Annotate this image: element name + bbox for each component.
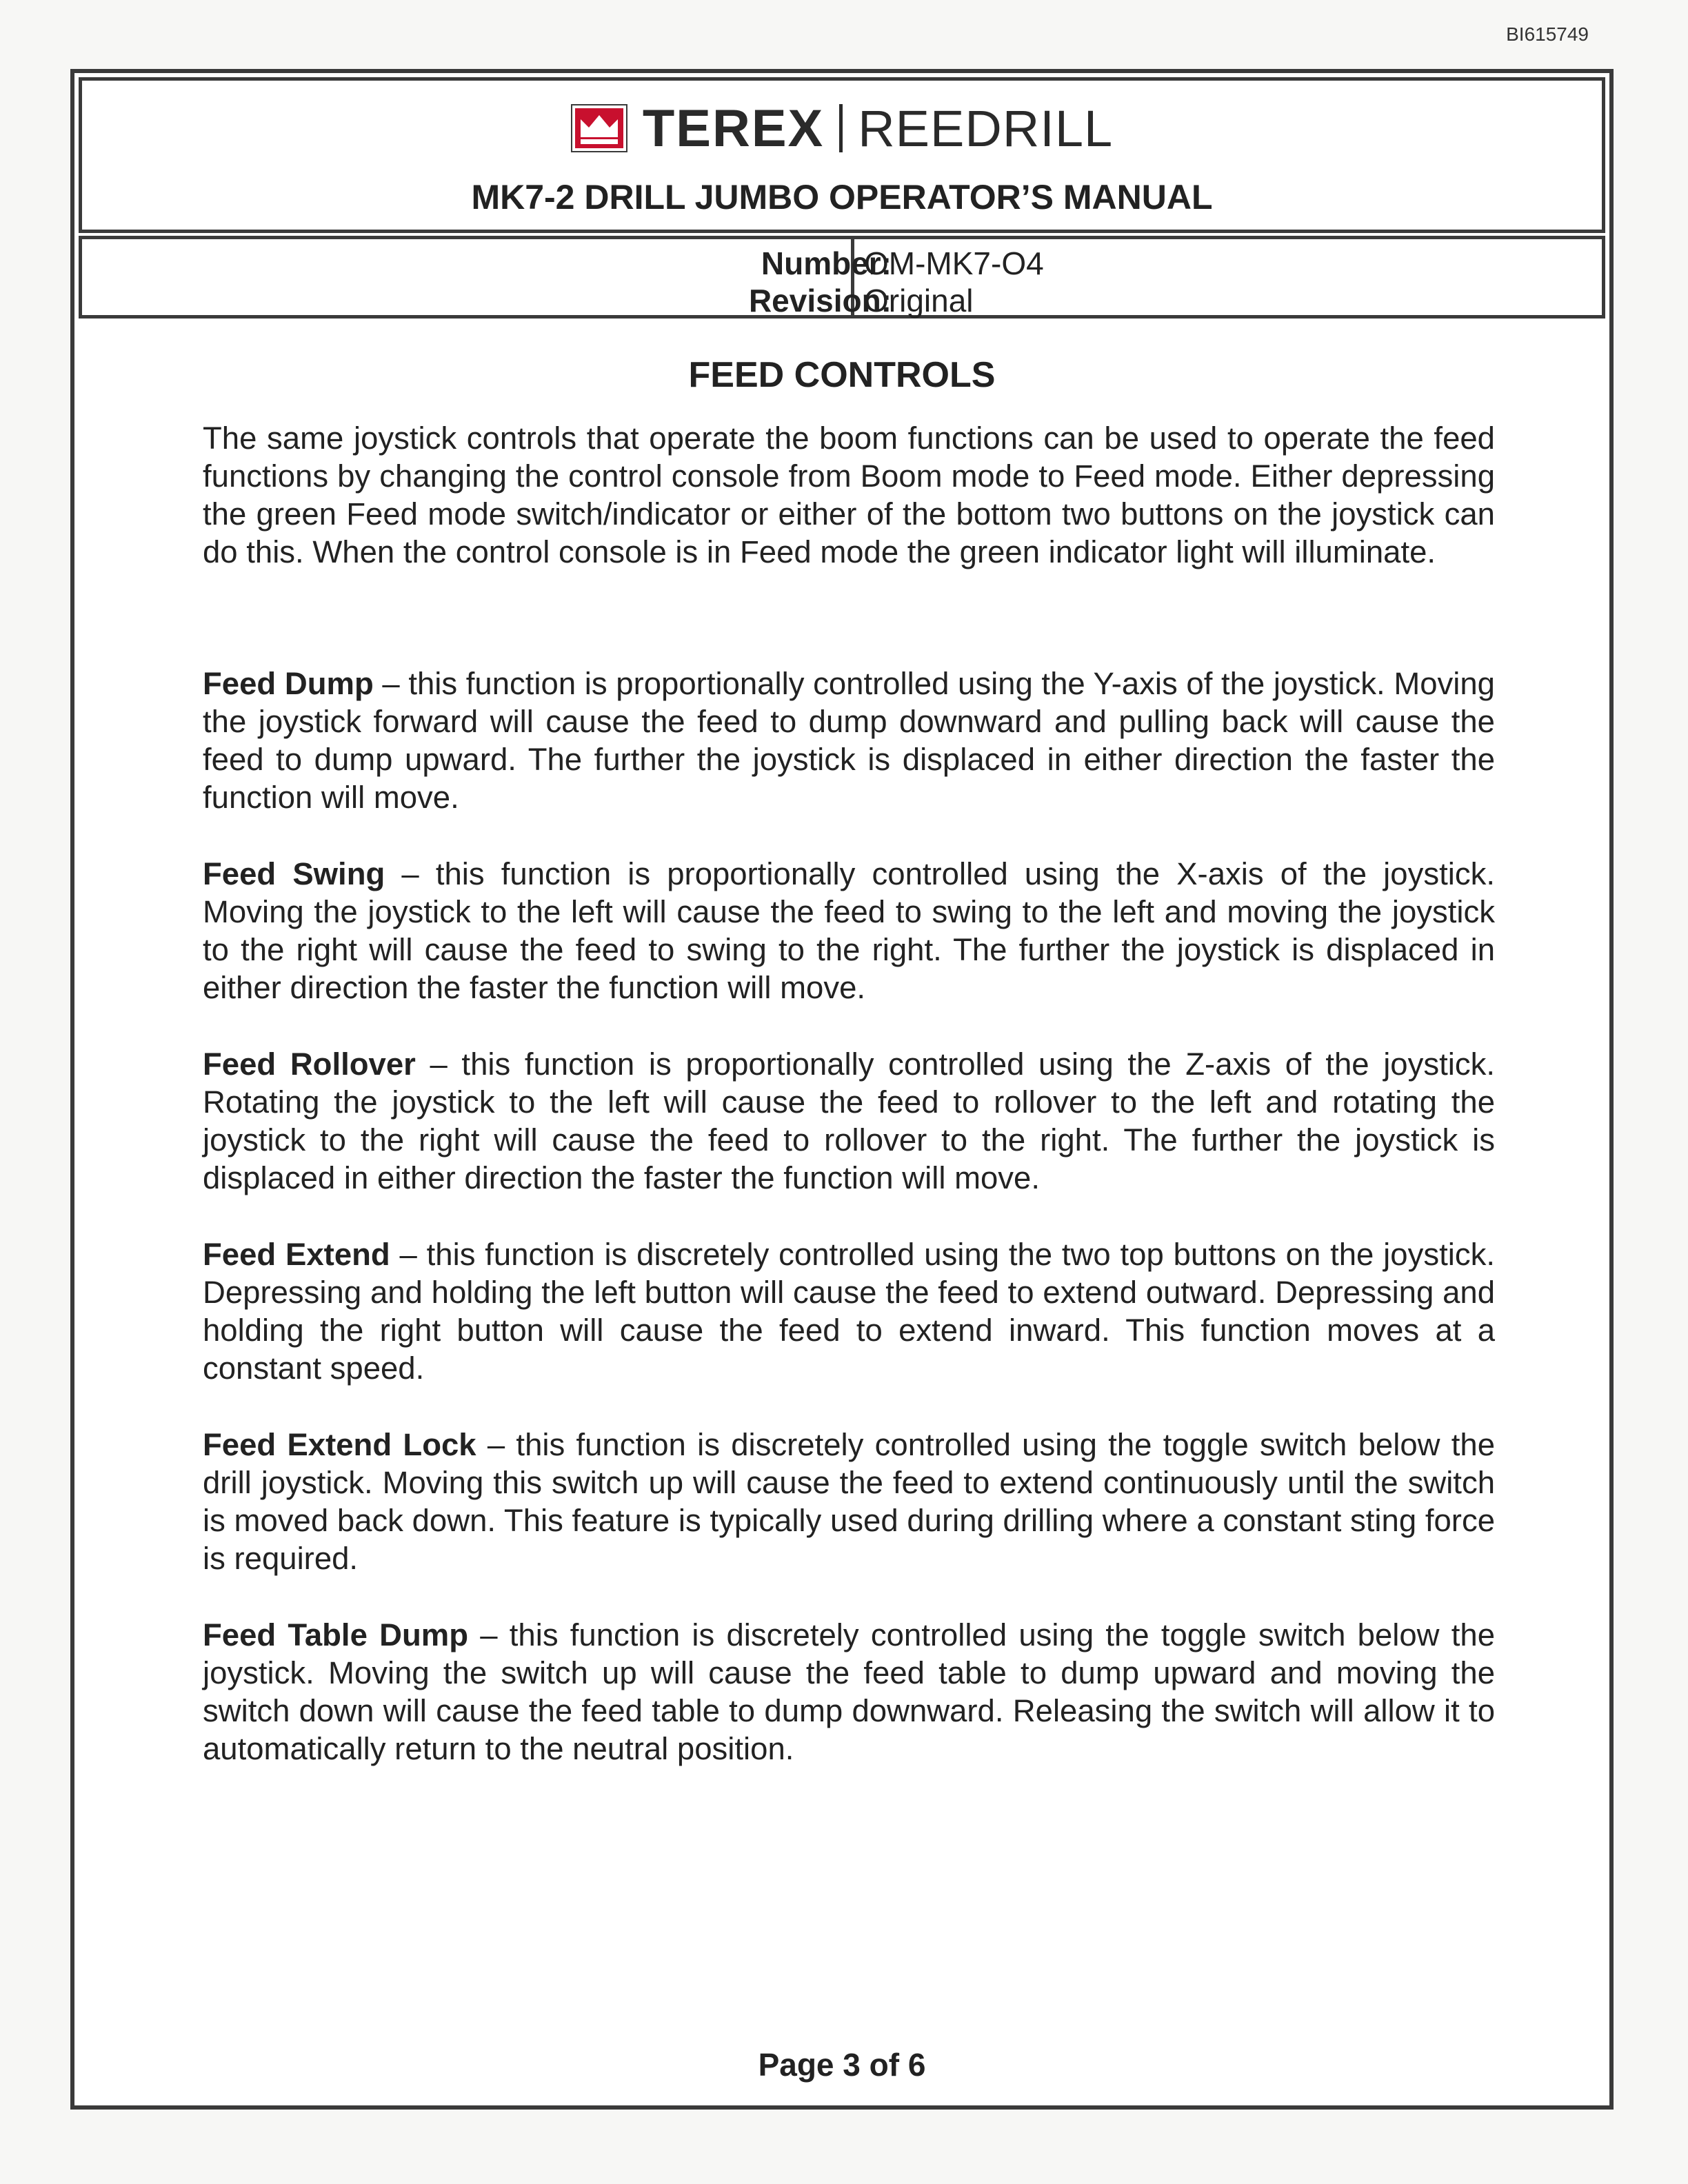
feed-dump-paragraph	[203, 665, 1495, 816]
company-logo	[82, 99, 1602, 158]
logo-divider	[839, 104, 843, 152]
feed-extend-paragraph	[203, 1235, 1495, 1387]
feed-dump-description: – this function is proportionally controlled using the Y-axis of the joystick. Moving the joystick forward will cause the feed to dump downward and pulling back will cause the feed to dump upward. The further the joystick is displaced in either direction the faster the function will move.	[203, 666, 1495, 815]
section-title: FEED CONTROLS	[688, 355, 996, 395]
number-value: OM-MK7-O4	[864, 245, 1044, 281]
feed-table-dump-description: – this function is discretely controlled using the toggle switch below the joystick. Moving the switch up will cause the feed table to dump upward and moving the switch down will cause the feed table to dump downward. Releasing the switch will allow it to automatically return to the neutral position.	[203, 1617, 1496, 1766]
feed-rollover-description: – this function is proportionally controlled using the Z-axis of the joystick. Rotating the joystick to the left will cause the feed to rollover to the left and rotating the joystick to the right will cause the feed to rollover to the right. The further the joystick is displaced in either direction the faster the function will move.	[203, 1046, 1495, 1195]
terex-crown-logo-icon	[571, 104, 627, 152]
feed-extend-lock-paragraph	[203, 1426, 1495, 1577]
intro-paragraph: The same joystick controls that operate the boom functions can be used to operate the feed functions by changing the control console from Boom mode to Feed mode. Either depressing the green Feed mode switch/indicator or either of the bottom two buttons on the joystick can do this. When the control console is in Feed mode the green indicator light will illuminate.	[203, 421, 1495, 569]
header-box	[79, 77, 1605, 233]
feed-dump-term: Feed Dump	[203, 666, 374, 701]
number-label: Number:	[761, 245, 892, 281]
document-id: BI615749	[1506, 23, 1589, 45]
product-name: REEDRILL	[858, 99, 1114, 157]
feed-swing-description: – this function is proportionally controlled using the X-axis of the joystick. Moving the joystick to the left will cause the feed to swing to the left and moving the joystick to the right will cause the feed to swing to the right. The further the joystick is displaced in either direction the faster the function will move.	[203, 856, 1495, 1005]
feed-extend-description: – this function is discretely controlled using the two top buttons on the joystick. Depressing and holding the left button will cause the feed to extend outward. Depressing and holding the right button will cause the feed to extend inward. This function moves at a constant speed.	[203, 1237, 1495, 1386]
revision-value: Original	[864, 283, 974, 318]
brand-name: TEREX	[642, 99, 825, 158]
feed-extend-lock-term: Feed Extend Lock	[203, 1427, 476, 1462]
page-number: Page 3 of 6	[758, 2047, 926, 2083]
feed-table-dump-term: Feed Table Dump	[203, 1617, 469, 1652]
document-info-box	[79, 236, 1605, 318]
feed-extend-lock-description: – this function is discretely controlled using the toggle switch below the drill joystick. Moving this switch up will cause the feed to extend continuously until the switch is moved back down. This feature is typically used during drilling where a constant sting force is required.	[203, 1427, 1496, 1576]
page-frame	[70, 69, 1614, 2110]
feed-rollover-paragraph	[203, 1045, 1495, 1197]
manual-title: MK7-2 DRILL JUMBO OPERATOR’S MANUAL	[471, 178, 1213, 216]
feed-extend-term: Feed Extend	[203, 1237, 390, 1272]
feed-swing-term: Feed Swing	[203, 856, 385, 891]
feed-swing-paragraph	[203, 855, 1495, 1007]
feed-rollover-term: Feed Rollover	[203, 1046, 416, 1082]
feed-table-dump-paragraph	[203, 1616, 1495, 1768]
revision-label: Revision:	[748, 283, 892, 318]
